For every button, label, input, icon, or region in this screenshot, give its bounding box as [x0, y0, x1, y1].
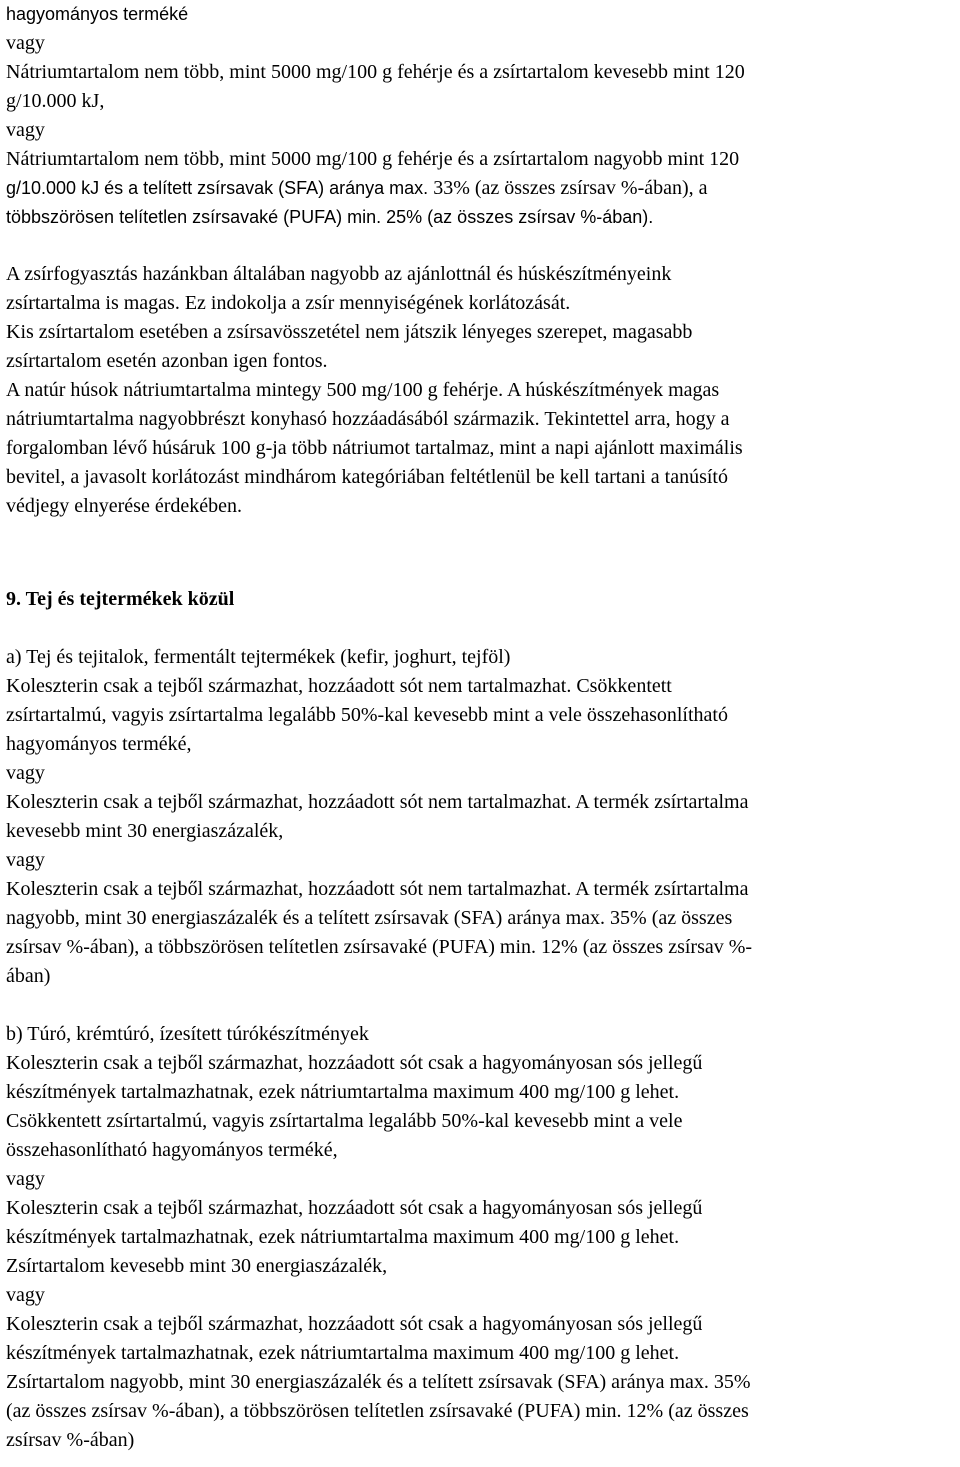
text-run: g/10.000 kJ és a telített zsírsavak (SFA) aránya max. [6, 178, 429, 198]
text-line: g/10.000 kJ, [6, 90, 105, 112]
text-line: vagy [6, 762, 45, 784]
text-line-mixed [6, 174, 708, 202]
text-line: többszörösen telítetlen zsírsavaké (PUFA) min. 25% (az összes zsírsav %-ában). [6, 207, 654, 227]
text-line: Koleszterin csak a tejből származhat, hozzáadott sót nem tartalmazhat. A termék zsírtartalma [6, 791, 749, 813]
text-line: forgalomban lévő húsáruk 100 g-ja több nátriumot tartalmaz, mint a napi ajánlott maximális [6, 437, 743, 459]
text-line: kevesebb mint 30 energiaszázalék, [6, 820, 284, 842]
text-line: készítmények tartalmazhatnak, ezek nátriumtartalma maximum 400 mg/100 g lehet. [6, 1226, 680, 1248]
text-line: Zsírtartalom kevesebb mint 30 energiaszázalék, [6, 1255, 388, 1277]
text-line: A zsírfogyasztás hazánkban általában nagyobb az ajánlottnál és húskészítményeink [6, 263, 672, 285]
text-line: zsírsav %-ában) [6, 1429, 135, 1451]
text-line: zsírtartalom esetén azonban igen fontos. [6, 350, 328, 372]
text-line: Koleszterin csak a tejből származhat, hozzáadott sót nem tartalmazhat. Csökkentett [6, 675, 672, 697]
text-line: A natúr húsok nátriumtartalma mintegy 500 mg/100 g fehérje. A húskészítmények magas [6, 379, 720, 401]
text-line: védjegy elnyerése érdekében. [6, 495, 242, 517]
text-line: nátriumtartalma nagyobbrészt konyhasó hozzáadásából származik. Tekintettel arra, hogy a [6, 408, 730, 430]
text-line: nagyobb, mint 30 energiaszázalék és a telített zsírsavak (SFA) aránya max. 35% (az összes [6, 907, 733, 929]
text-line: Kis zsírtartalom esetében a zsírsavösszetétel nem játszik lényeges szerepet, magasabb [6, 321, 693, 343]
text-line: vagy [6, 32, 45, 54]
text-line: vagy [6, 1168, 45, 1190]
text-line: Nátriumtartalom nem több, mint 5000 mg/100 g fehérje és a zsírtartalom nagyobb mint 120 [6, 148, 740, 170]
subsection-heading: a) Tej és tejitalok, fermentált tejtermékek (kefir, joghurt, tejföl) [6, 646, 511, 668]
text-line: bevitel, a javasolt korlátozást mindhárom kategóriában feltétlenül be kell tartani a tanúsító [6, 466, 728, 488]
text-line: vagy [6, 1284, 45, 1306]
text-run: 33% (az összes zsírsav %-ában), a [428, 177, 708, 199]
text-line: Koleszterin csak a tejből származhat, hozzáadott sót csak a hagyományosan sós jellegű [6, 1052, 703, 1074]
text-line: ában) [6, 965, 51, 987]
text-line: Koleszterin csak a tejből származhat, hozzáadott sót nem tartalmazhat. A termék zsírtartalma [6, 878, 749, 900]
text-line: vagy [6, 849, 45, 871]
section-heading: 9. Tej és tejtermékek közül [6, 588, 235, 610]
text-line: összehasonlítható hagyományos terméké, [6, 1139, 338, 1161]
text-line: zsírtartalmú, vagyis zsírtartalma legalább 50%-kal kevesebb mint a vele összehasonlítható [6, 704, 728, 726]
text-line: (az összes zsírsav %-ában), a többszörösen telítetlen zsírsavaké (PUFA) min. 12% (az összes [6, 1400, 749, 1422]
text-line: Csökkentett zsírtartalmú, vagyis zsírtartalma legalább 50%-kal kevesebb mint a vele [6, 1110, 683, 1132]
text-line: Koleszterin csak a tejből származhat, hozzáadott sót csak a hagyományosan sós jellegű [6, 1197, 703, 1219]
subsection-heading: b) Túró, krémtúró, ízesített túrókészítmények [6, 1023, 369, 1045]
text-line: vagy [6, 119, 45, 141]
text-line: zsírtartalma is magas. Ez indokolja a zsír mennyiségének korlátozását. [6, 292, 571, 314]
text-line: hagyományos terméké, [6, 733, 192, 755]
text-line: hagyományos terméké [6, 4, 189, 24]
text-line: zsírsav %-ában), a többszörösen telítetlen zsírsavaké (PUFA) min. 12% (az összes zsírsav %- [6, 936, 753, 958]
text-line: készítmények tartalmazhatnak, ezek nátriumtartalma maximum 400 mg/100 g lehet. [6, 1342, 680, 1364]
text-line: készítmények tartalmazhatnak, ezek nátriumtartalma maximum 400 mg/100 g lehet. [6, 1081, 680, 1103]
text-line: Koleszterin csak a tejből származhat, hozzáadott sót csak a hagyományosan sós jellegű [6, 1313, 703, 1335]
text-line: Zsírtartalom nagyobb, mint 30 energiaszázalék és a telített zsírsavak (SFA) aránya max. 35% [6, 1371, 751, 1393]
text-line: Nátriumtartalom nem több, mint 5000 mg/100 g fehérje és a zsírtartalom kevesebb mint 120 [6, 61, 745, 83]
